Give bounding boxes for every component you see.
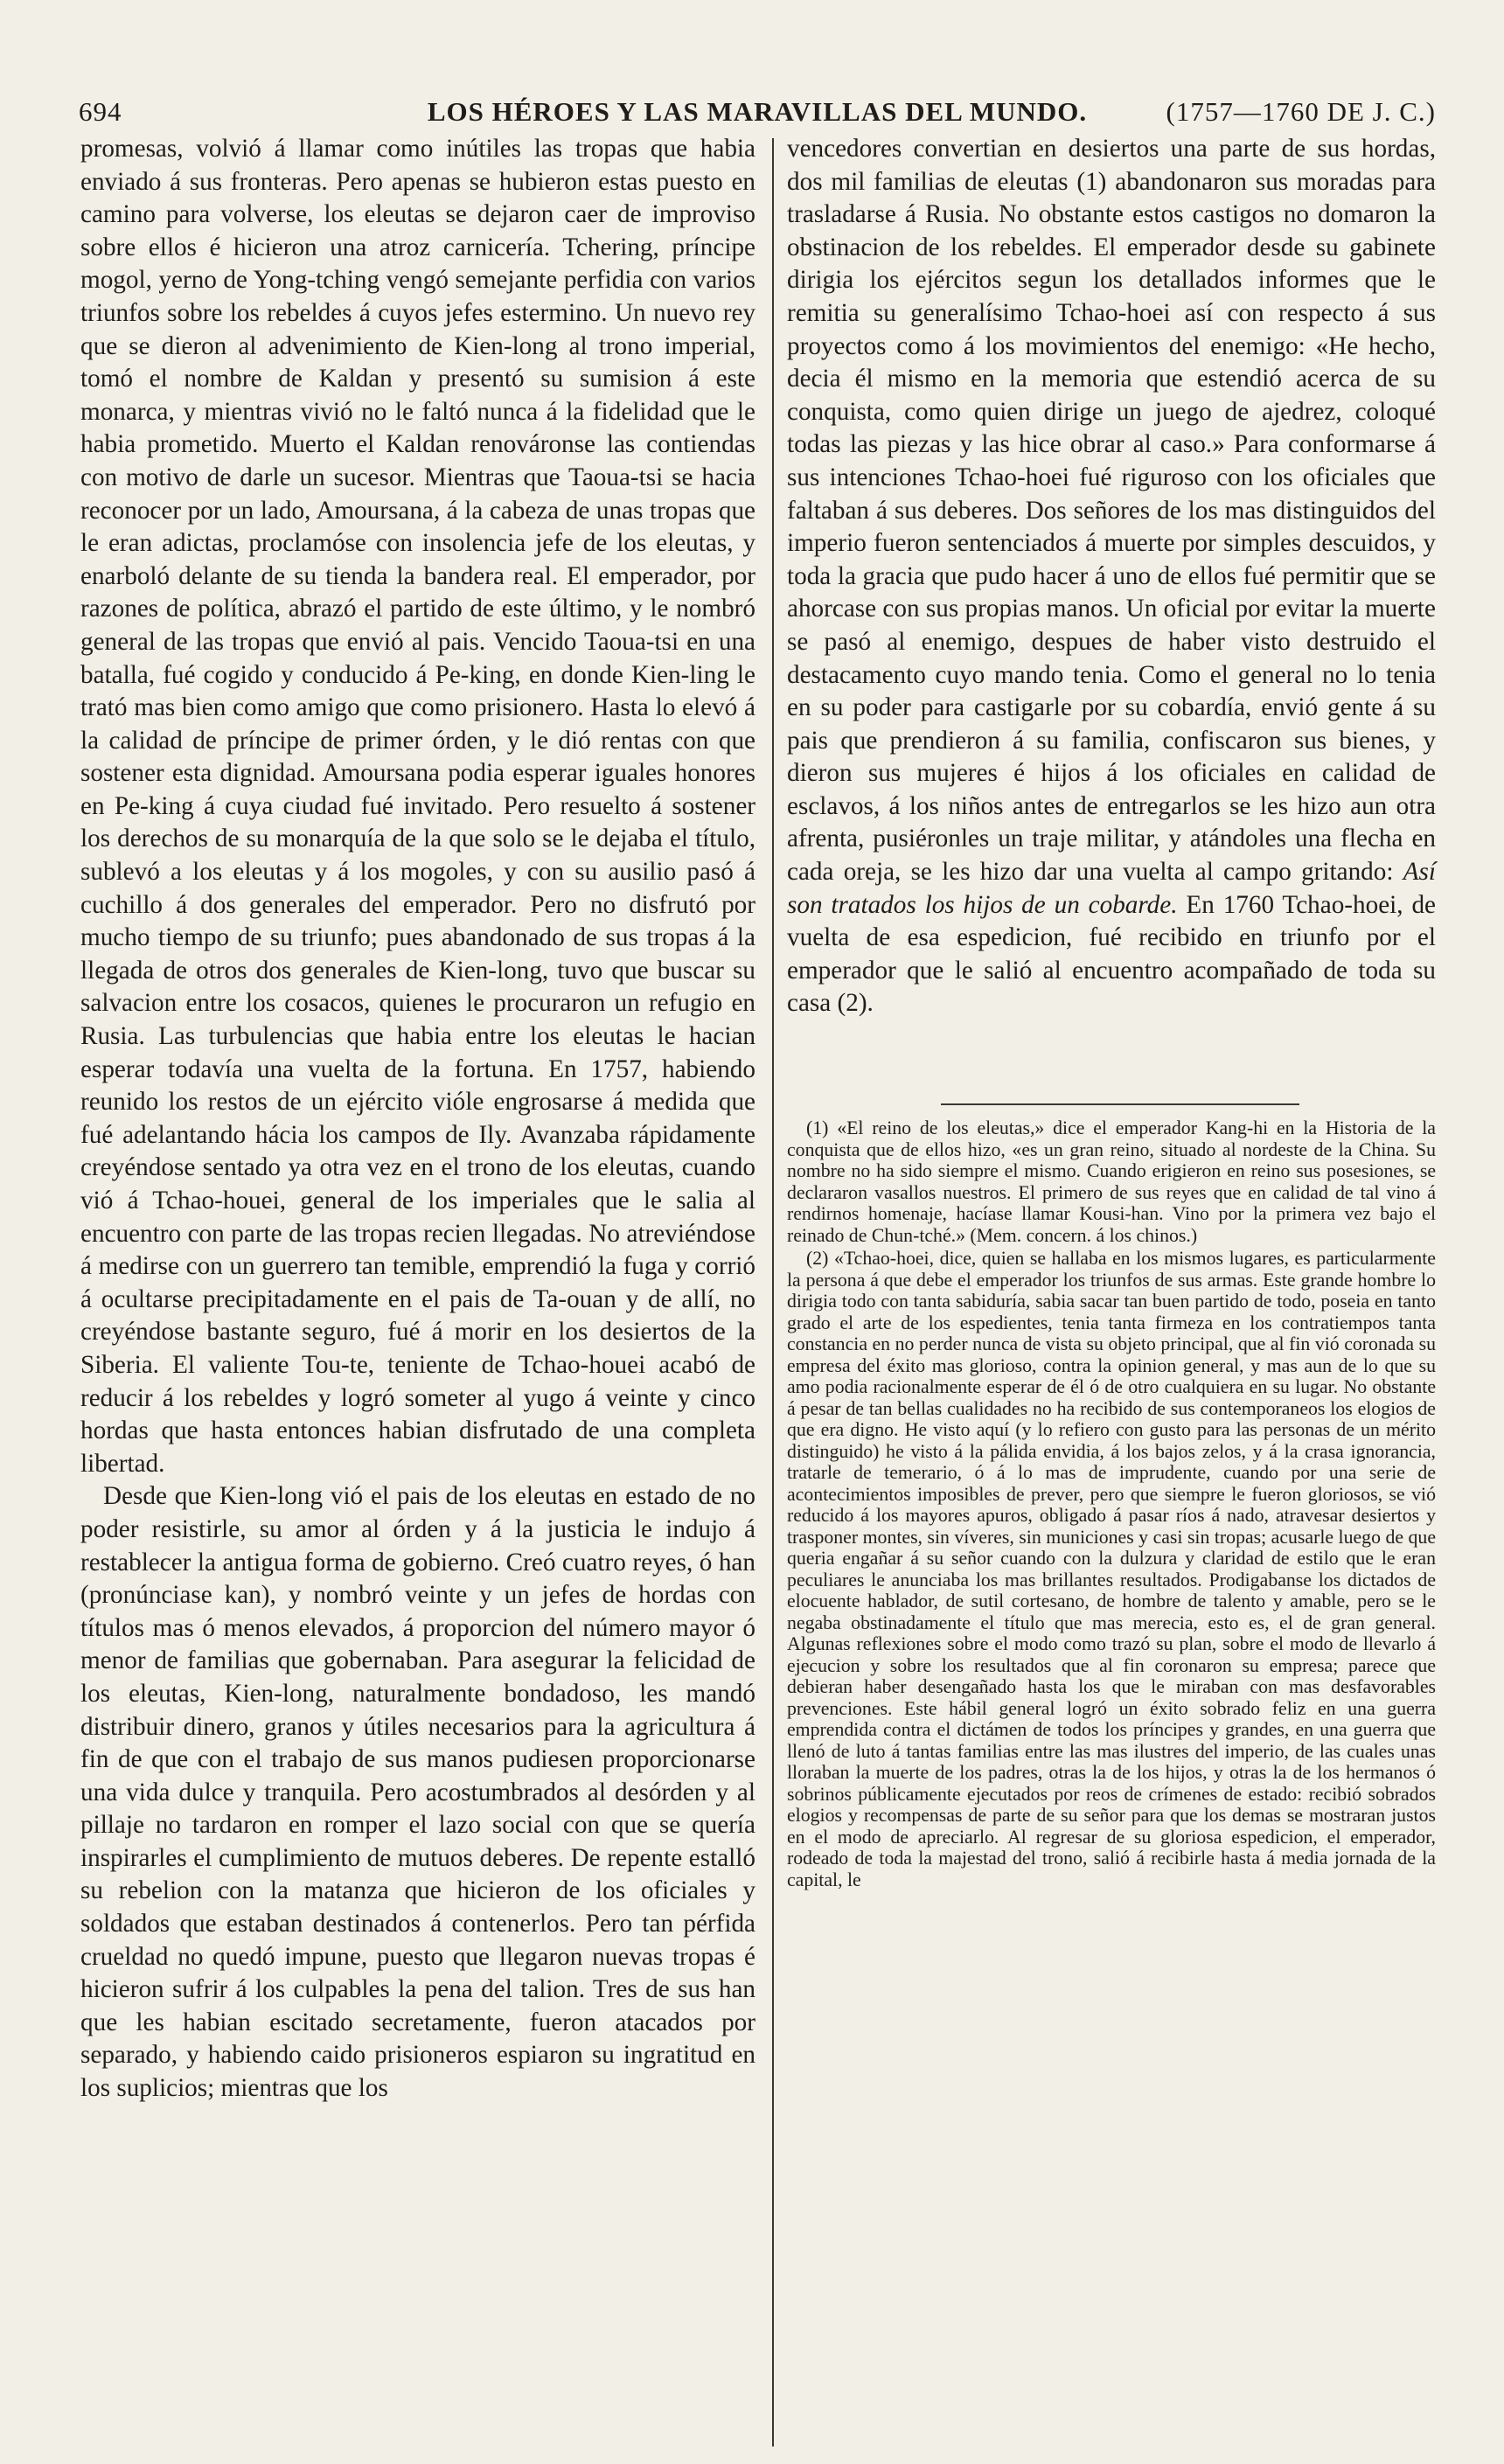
running-header: [79, 91, 1436, 129]
column-divider: [772, 138, 774, 2447]
footnote: (1) «El reino de los eleutas,» dice el emperador Kang-hi en la Historia de la conquista que de ellos hizo, «es un gran reino, situado al nordeste de la China. Su nombre no ha sido siempre el mismo. Cuando erigieron en reino sus posesiones, se declararon vasallos nuestros. El primero de sus reyes que en calidad de tal vino á rendirnos homenaje, hacíase llamar Kousi-han. Vino por la primera vez bajo el reinado de Chun-tché.» (Mem. concern. á los chinos.): [787, 1117, 1436, 1246]
date-range: (1757—1760 DE J. C.): [1166, 96, 1436, 127]
footnotes: [787, 1117, 1436, 1892]
page-number: 694: [79, 96, 122, 127]
footnote-rule: [941, 1103, 1299, 1105]
footnote: (2) «Tchao-hoei, dice, quien se hallaba en los mismos lugares, es particularmente la persona á que debe el emperador los triunfos de sus armas. Este grande hombre lo dirigia todo con tanta sabiduría, sabia sacar tan buen partido de todo, poseia en tanto grado el arte de los espedientes, tenia tanta firmeza en los contratiempos tanta constancia en no perder nunca de vista su objeto principal, que al fin vió coronada su empresa del éxito mas glorioso, contra la opinion general, y mas aun de lo que su amo podia racionalmente esperar de él ó de otro cualquiera en su lugar. No obstante á pesar de tan bellas cualidades no ha recibido de sus contemporaneos los elogios de que era digno. He visto aquí (y lo refiero con gusto para las personas de un mérito distinguido) he visto á la pálida envidia, á los bajos zelos, y á la crasa ignorancia, tratarle de temerario, ó á lo mas de imprudente, cuando por una serie de acontecimientos imposibles de prever, pero que siempre le fueron gloriosos, se vió reducido á los mayores apuros, obligado á pasar ríos á nado, atravesar desiertos y trasponer montes, sin víveres, sin municiones y casi sin tropas; acusarle luego de que queria engañar á su señor cuando con la dulzura y claridad de estilo que le eran peculiares le anunciaba los mas brillantes resultados. Prodigabanse los dictados de elocuente hablador, de sutil cortesano, de hombre de talento y amable, pero se le negaba obstinadamente el título que mas merecia, esto es, el de gran general. Algunas reflexiones sobre el modo como trazó su plan, sobre el modo de llevarlo á ejecucion y sobre los resultados que al fin coronaron su empresa; parece que debieran haber desengañado hasta los que le miraban con mas desfavorables prevenciones. Este hábil general logró un éxito sobrado feliz en una guerra emprendida contra el dictámen de todos los príncipes y grandes, en una guerra que llenó de luto á tantas familias entre las mas ilustres del imperio, de las cuales unas lloraban la muerte de los padres, otras la de los hijos, y otras la de los hermanos ó sobrinos públicamente ejecutados por reos de crímenes de estado: recibió sobrados elogios y recompensas de parte de su señor para que los demas se mostraran justos en el modo de apreciarlo. Al regresar de su gloriosa espedicion, el emperador, rodeado de toda la majestad del trono, salió á recibirle hasta á media jornada de la capital, le: [787, 1248, 1436, 1890]
running-title: LOS HÉROES Y LAS MARAVILLAS DEL MUNDO.: [427, 96, 1088, 127]
paragraph: [787, 133, 1436, 1020]
italic-quote: Así son tratados los hijos de un cobarde.: [787, 858, 1437, 919]
left-column: [80, 133, 755, 2106]
paragraph: promesas, volvió á llamar como inútiles las tropas que habia enviado á sus fronteras. Pero apenas se hubieron estas puesto en camino para volverse, los eleutas se dejaron caer de improviso sobre ellos é hicieron una atroz carnicería. Tchering, príncipe mogol, yerno de Yong-tching vengó semejante perfidia con varios triunfos sobre los rebeldes á cuyos jefes estermino. Un nuevo rey que se dieron al advenimiento de Kien-long al trono imperial, tomó el nombre de Kaldan y presentó su sumision á este monarca, y mientras vivió no le faltó nunca á la fidelidad que le habia prometido. Muerto el Kaldan renováronse las contiendas con motivo de darle un sucesor. Mientras que Taoua-tsi se hacia reconocer por un lado, Amoursana, á la cabeza de unas tropas que le eran adictas, proclamóse con insolencia jefe de los eleutas, y enarboló delante de su tienda la bandera real. El emperador, por razones de política, abrazó el partido de este último, y le nombró general de las tropas que envió al pais. Vencido Taoua-tsi en una batalla, fué cogido y conducido á Pe-king, en donde Kien-ling le trató mas bien como amigo que como prisionero. Hasta lo elevó á la calidad de príncipe de primer órden, y le dió rentas con que sostener esta dignidad. Amoursana podia esperar iguales honores en Pe-king á cuya ciudad fué invitado. Pero resuelto á sostener los derechos de su monarquía de la que solo se le dejaba el título, sublevó a los eleutas y á los mogoles, y con su ausilio pasó á cuchillo á dos generales del emperador. Pero no disfrutó por mucho tiempo de su triunfo; pues abandonado de sus tropas á la llegada de otros dos generales de Kien-long, tuvo que buscar su salvacion entre los cosacos, quienes le procuraron un refugio en Rusia. Las turbulencias que habia entre los eleutas le hacian esperar todavía una vuelta de la fortuna. En 1757, habiendo reunido los restos de un ejército vióle engrosarse á medida que fué adelantando hácia los campos de Ily. Avanzaba rápidamente creyéndose sentado ya otra vez en el trono de los eleutas, cuando vió á Tchao-houei, general de los imperiales que le salia al encuentro con parte de las tropas recien llegadas. No atreviéndose á medirse con un guerrero tan temible, emprendió la fuga y corrió á ocultarse precipitadamente en el pais de Ta-ouan y de allí, no creyéndose bastante seguro, fué á morir en los desiertos de la Siberia. El valiente Tou-te, teniente de Tchao-houei acabó de reducir á los rebeldes y logró someter al yugo á veinte y cinco hordas que hasta entonces habian disfrutado de una completa libertad.: [80, 135, 755, 1478]
paragraph-text: vencedores convertian en desiertos una parte de sus hordas, dos mil familias de eleutas (1) abandonaron sus moradas para trasladarse á Rusia. No obstante estos castigos no domaron la obstinacion de los rebeldes. El emperador desde su gabinete dirigia los ejércitos segun los detallados informes que le remitia su generalísimo Tchao-hoei así con respecto á sus proyectos como á los movimientos del enemigo: «He hecho, decia él mismo en la memoria que estendió acerca de su conquista, como quien dirige un juego de ajedrez, coloqué todas las piezas y las hice obrar al caso.» Para conformarse á sus intenciones Tchao-hoei fué riguroso con los oficiales que faltaban á sus deberes. Dos señores de los mas distinguidos del imperio fueron sentenciados á muerte por simples descuidos, y toda la gracia que pudo hacer á uno de ellos fué permitir que se ahorcase con sus propias manos. Un oficial por evitar la muerte se pasó al enemigo, despues de haber visto destruido el destacamento cuyo mando tenia. Como el general no lo tenia en su poder para castigarle por su cobardía, envió gente á su pais que prendieron á su familia, confiscaron sus bienes, y dieron sus mujeres é hijos á los oficiales en calidad de esclavos, á los niños antes de entregarlos se les hizo aun otra afrenta, pusiéronles un traje militar, y atándoles una flecha en cada oreja, se les hizo dar una vuelta al campo gritando:: [787, 135, 1436, 887]
paragraph-text: En 1760 Tchao-hoei, de vuelta de esa espedicion, fué recibido en triunfo por el emperador que le salió al encuentro acompañado de toda su casa (2).: [787, 890, 1437, 1018]
right-column: [787, 133, 1436, 1020]
paragraph: Desde que Kien-long vió el pais de los eleutas en estado de no poder resistirle, su amor al órden y á la justicia le indujo á restablecer la antigua forma de gobierno. Creó cuatro reyes, ó han (pronúnciase kan), y nombró veinte y un jefes de hordas con títulos mas ó menos elevados, á proporcion del número mayor ó menor de familias que gobernaban. Para asegurar la felicidad de los eleutas, Kien-long, naturalmente bondadoso, les mandó distribuir dinero, granos y útiles necesarios para la agricultura á fin de que con el trabajo de sus manos pudiesen proporcionarse una vida dulce y tranquila. Pero acostumbrados al desórden y al pillaje no tardaron en romper el lazo social con que se quería inspirarles el cumplimiento de mutuos deberes. De repente estalló su rebelion con la matanza que hicieron de los oficiales y soldados que estaban destinados á contenerlos. Pero tan pérfida crueldad no quedó impune, puesto que llegaron nuevas tropas é hicieron sufrir á los culpables la pena del talion. Tres de sus han que les habian escitado secretamente, fueron atacados por separado, y habiendo caido prisioneros espiaron su ingratitud en los suplicios; mientras que los: [80, 1482, 755, 2103]
